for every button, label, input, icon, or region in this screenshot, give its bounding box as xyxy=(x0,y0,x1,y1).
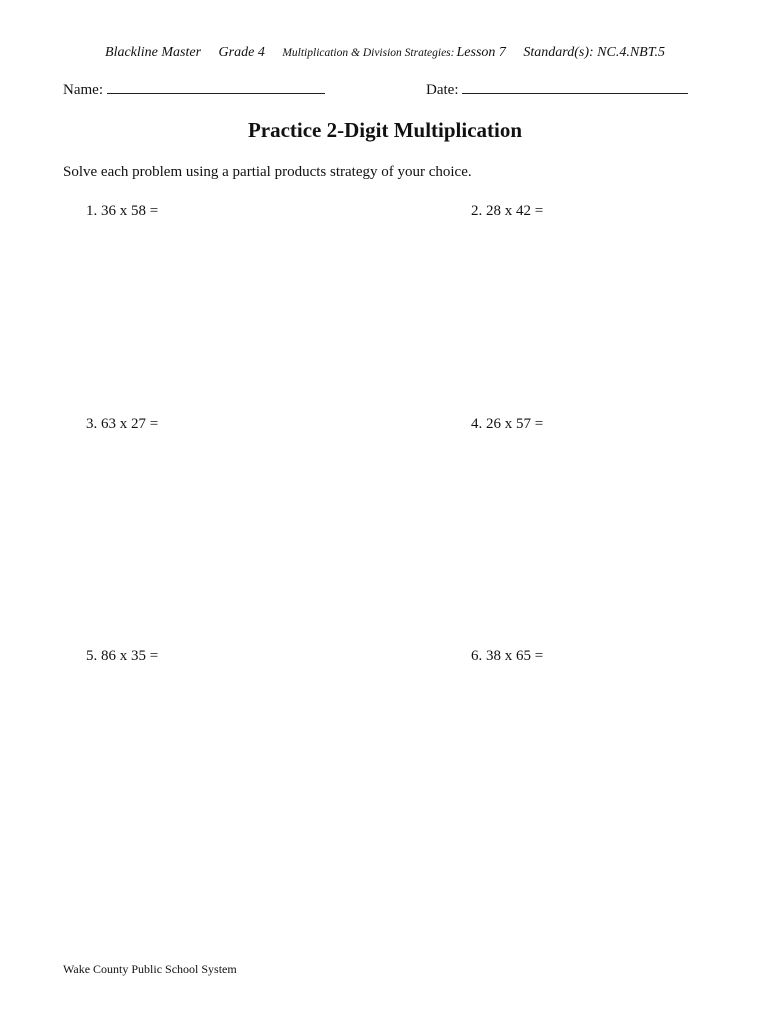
unit-label: Multiplication & Division Strategies: xyxy=(282,47,455,59)
problem-3: 3. 63 x 27 = xyxy=(86,416,159,432)
page-title: Practice 2-Digit Multiplication xyxy=(247,118,523,142)
date-field[interactable] xyxy=(426,81,688,99)
problem-1: 1. 36 x 58 = xyxy=(86,203,159,219)
lesson-label: Lesson 7 xyxy=(456,45,506,60)
problem-6: 6. 38 x 65 = xyxy=(471,648,544,664)
page-header xyxy=(0,45,770,61)
date-blank-line[interactable] xyxy=(462,81,688,94)
blackline-master-label: Blackline Master xyxy=(105,45,202,60)
problem-4: 4. 26 x 57 = xyxy=(471,416,544,432)
page-footer: Wake County Public School System xyxy=(63,962,237,976)
date-label: Date: xyxy=(426,82,459,98)
problem-2: 2. 28 x 42 = xyxy=(471,203,544,219)
standards-label: Standard(s): NC.4.NBT.5 xyxy=(523,45,665,60)
name-field[interactable] xyxy=(63,81,325,99)
problem-5: 5. 86 x 35 = xyxy=(86,648,159,664)
name-label: Name: xyxy=(63,82,103,98)
instructions: Solve each problem using a partial products strategy of your choice. xyxy=(63,164,472,180)
name-blank-line[interactable] xyxy=(107,81,325,94)
grade-label: Grade 4 xyxy=(218,45,265,60)
